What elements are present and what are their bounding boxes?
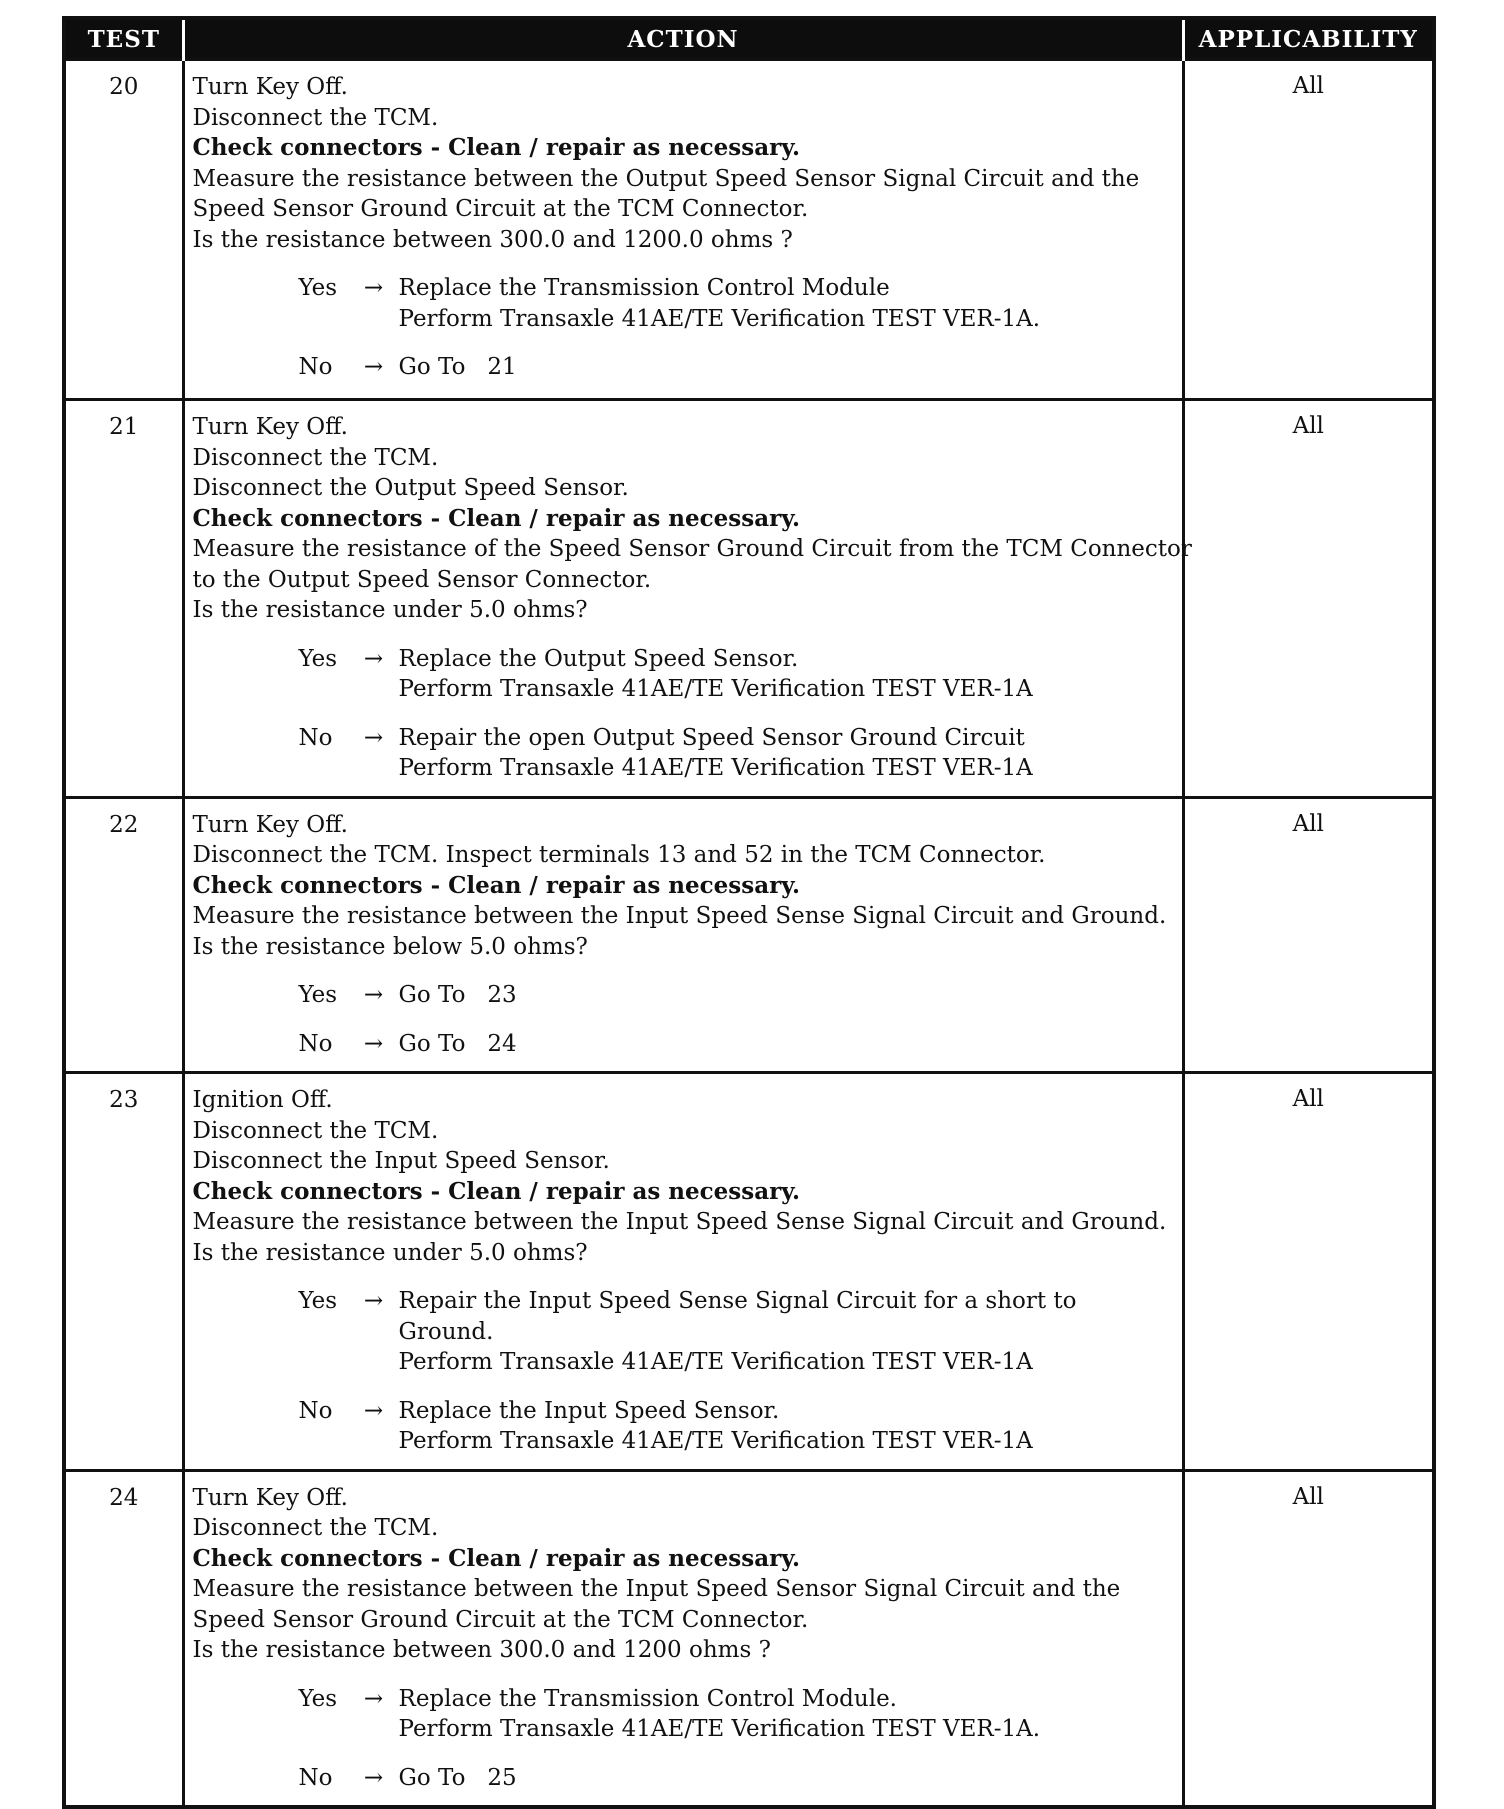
- header-test: TEST: [66, 20, 183, 60]
- outcome-no: [299, 352, 1178, 383]
- arrow-icon: →: [363, 1030, 384, 1057]
- diagnostic-test-table: [66, 20, 1432, 1805]
- action-cell: [183, 400, 1192, 798]
- action-step: Disconnect the TCM.: [192, 1515, 439, 1541]
- header-action: ACTION: [183, 20, 1183, 60]
- action-step: Measure the resistance between the Input Speed Sensor Signal Circuit and the: [192, 1576, 1121, 1602]
- action-step: Disconnect the TCM.: [192, 1117, 439, 1144]
- action-step: Disconnect the Output Speed Sensor.: [192, 475, 629, 501]
- action-step: Turn Key Off.: [192, 414, 348, 440]
- action-step: Ignition Off.: [192, 1087, 333, 1113]
- action-step: Disconnect the Input Speed Sensor.: [192, 1148, 610, 1174]
- applicability-cell: All: [1183, 60, 1432, 400]
- result-line: Replace the Transmission Control Module.: [398, 1685, 897, 1712]
- action-step: Is the resistance under 5.0 ohms?: [192, 597, 588, 623]
- outcome-result: [399, 273, 1178, 334]
- action-step-bold: Check connectors - Clean / repair as necessary.: [192, 1544, 800, 1572]
- result-line: Perform Transaxle 41AE/TE Verification TEST VER-1A: [398, 676, 1033, 702]
- test-number: 21: [66, 400, 183, 798]
- arrow-icon: →: [363, 724, 384, 751]
- result-line: Go To 21: [398, 354, 517, 380]
- outcome-yes: [299, 1684, 1178, 1745]
- action-step: Measure the resistance between the Input Speed Sense Signal Circuit and Ground.: [192, 1209, 1167, 1235]
- test-number: 23: [66, 1073, 183, 1471]
- outcome-result: [399, 1763, 1178, 1794]
- table-row: [66, 1470, 1432, 1805]
- arrow-icon: →: [363, 1764, 384, 1791]
- action-step-bold: Check connectors - Clean / repair as necessary.: [192, 504, 800, 532]
- outcome-no: [299, 723, 1178, 784]
- outcome-yes: [299, 1286, 1178, 1378]
- action-step: Turn Key Off.: [192, 811, 348, 838]
- action-step: Disconnect the TCM. Inspect terminals 13 and 52 in the TCM Connector.: [192, 842, 1046, 868]
- applicability-cell: All: [1183, 400, 1432, 798]
- table-header-row: [66, 20, 1432, 60]
- outcome-result: [399, 644, 1178, 705]
- table-row: [66, 60, 1432, 400]
- applicability-cell: All: [1183, 1073, 1432, 1471]
- applicability-cell: All: [1183, 1470, 1432, 1805]
- result-line: Go To 24: [398, 1030, 517, 1057]
- action-step: Turn Key Off.: [192, 74, 348, 100]
- result-line: Replace the Transmission Control Module: [398, 275, 890, 301]
- result-line: Perform Transaxle 41AE/TE Verification TEST VER-1A: [398, 1349, 1033, 1375]
- answer-label: Yes: [298, 645, 338, 672]
- arrow-icon: →: [363, 1685, 384, 1712]
- outcome-no: [299, 1396, 1178, 1457]
- action-step: to the Output Speed Sensor Connector.: [192, 566, 652, 593]
- result-line: Perform Transaxle 41AE/TE Verification TEST VER-1A.: [398, 305, 1041, 332]
- answer-label: Yes: [298, 275, 338, 301]
- diagnostic-test-table-frame: [62, 16, 1436, 1809]
- action-step: Speed Sensor Ground Circuit at the TCM Connector.: [192, 196, 809, 222]
- outcome-no: [299, 1763, 1178, 1794]
- answer-label: Yes: [298, 1685, 338, 1712]
- arrow-icon: →: [363, 275, 384, 301]
- action-step-bold: Check connectors - Clean / repair as necessary.: [192, 134, 800, 161]
- outcome-result: [399, 1396, 1178, 1457]
- action-step: Speed Sensor Ground Circuit at the TCM Connector.: [192, 1606, 809, 1633]
- action-step: Disconnect the TCM.: [192, 444, 439, 471]
- table-row: [66, 400, 1432, 798]
- outcome-result: [399, 1286, 1178, 1378]
- answer-label: No: [298, 1764, 333, 1791]
- arrow-icon: →: [363, 354, 384, 380]
- action-cell: [183, 797, 1183, 1073]
- test-number: 24: [66, 1470, 183, 1805]
- arrow-icon: →: [363, 1288, 384, 1314]
- outcome-no: [299, 1029, 1178, 1060]
- applicability-cell: All: [1183, 797, 1432, 1073]
- action-step: Is the resistance below 5.0 ohms?: [192, 933, 588, 960]
- test-number: 20: [66, 60, 183, 400]
- table-row: [66, 1073, 1432, 1471]
- header-applicability: APPLICABILITY: [1183, 20, 1432, 60]
- table-row: [66, 797, 1432, 1073]
- outcome-result: [399, 1029, 1178, 1060]
- outcome-result: [399, 1684, 1178, 1745]
- action-cell: [183, 1470, 1183, 1805]
- outcome-yes: [299, 980, 1178, 1011]
- action-step-bold: Check connectors - Clean / repair as necessary.: [192, 871, 800, 899]
- test-number: 22: [66, 797, 183, 1073]
- result-line: Perform Transaxle 41AE/TE Verification TEST VER-1A.: [398, 1716, 1041, 1742]
- result-line: Replace the Input Speed Sensor.: [398, 1397, 780, 1424]
- action-step: Measure the resistance between the Input Speed Sense Signal Circuit and Ground.: [192, 903, 1167, 929]
- action-step: Is the resistance between 300.0 and 1200.0 ohms ?: [192, 226, 793, 253]
- outcome-result: [399, 723, 1178, 784]
- result-line: Replace the Output Speed Sensor.: [398, 645, 799, 672]
- action-step: Measure the resistance between the Output Speed Sensor Signal Circuit and the: [192, 165, 1140, 192]
- arrow-icon: →: [363, 982, 384, 1008]
- answer-label: Yes: [298, 1288, 338, 1314]
- action-cell: [183, 60, 1183, 400]
- answer-label: No: [298, 354, 333, 380]
- action-step: Is the resistance between 300.0 and 1200 ohms ?: [192, 1637, 771, 1663]
- action-step-bold: Check connectors - Clean / repair as necessary.: [192, 1177, 800, 1205]
- answer-label: No: [298, 724, 333, 751]
- outcome-result: [399, 352, 1178, 383]
- action-step: Disconnect the TCM.: [192, 104, 439, 131]
- action-step: Measure the resistance of the Speed Sensor Ground Circuit from the TCM Connector: [192, 536, 1192, 562]
- result-line: Repair the Input Speed Sense Signal Circuit for a short to: [398, 1288, 1077, 1314]
- result-line: Go To 23: [398, 982, 517, 1008]
- outcome-result: [399, 980, 1178, 1011]
- result-line: Ground.: [398, 1318, 494, 1345]
- result-line: Perform Transaxle 41AE/TE Verification TEST VER-1A: [398, 1428, 1033, 1454]
- action-cell: [183, 1073, 1183, 1471]
- answer-label: No: [298, 1030, 333, 1057]
- result-line: Go To 25: [398, 1764, 517, 1791]
- answer-label: No: [298, 1397, 333, 1424]
- answer-label: Yes: [298, 982, 338, 1008]
- action-step: Turn Key Off.: [192, 1484, 348, 1511]
- action-step: Is the resistance under 5.0 ohms?: [192, 1239, 588, 1266]
- arrow-icon: →: [363, 645, 384, 672]
- result-line: Perform Transaxle 41AE/TE Verification TEST VER-1A: [398, 755, 1033, 781]
- result-line: Repair the open Output Speed Sensor Ground Circuit: [398, 724, 1025, 751]
- outcome-yes: [299, 273, 1178, 334]
- arrow-icon: →: [363, 1397, 384, 1424]
- outcome-yes: [299, 644, 1178, 705]
